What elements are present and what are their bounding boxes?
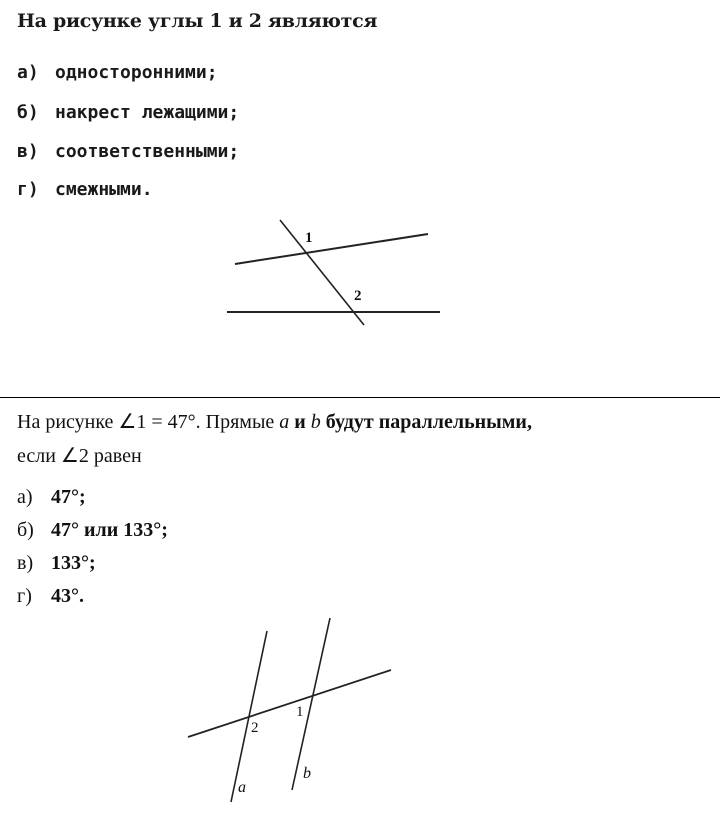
line-label-b: b (303, 765, 311, 782)
option-label: а) (17, 486, 33, 508)
option-label: в) (17, 552, 34, 574)
option-text: смежными. (55, 179, 153, 200)
option-label: б) (17, 102, 39, 123)
option-label: г) (17, 179, 39, 200)
angle-label-2: 2 (251, 720, 259, 736)
option-label: в) (17, 141, 39, 162)
question-2-text-line-2: если ∠2 равен (17, 445, 142, 467)
line-label-a: a (238, 779, 246, 796)
option-text: соответственными; (55, 141, 240, 162)
option-text: 133°; (51, 552, 96, 574)
option-text: накрест лежащими; (55, 102, 240, 123)
var-b: b (310, 411, 321, 433)
question-1-title: На рисунке углы 1 и 2 являются (17, 10, 378, 32)
angle-label-2: 2 (354, 288, 362, 304)
angle-label-1: 1 (296, 704, 304, 720)
question-1 (0, 0, 720, 397)
figure-1-diagram (0, 0, 720, 397)
var-a: a (279, 411, 290, 433)
option-text: 47° или 133°; (51, 519, 168, 541)
angle-label-1: 1 (305, 230, 313, 246)
option-label: б) (17, 519, 34, 541)
option-text: односторонними; (55, 62, 218, 83)
option-text: 43°. (51, 585, 84, 607)
option-label: а) (17, 62, 39, 83)
question-2 (0, 398, 720, 826)
option-label: г) (17, 585, 32, 607)
question-2-text-line-1: На рисунке ∠1 = 47°. Прямые a и b будут параллельными, (17, 411, 532, 433)
option-text: 47°; (51, 486, 86, 508)
figure-2-diagram (0, 398, 720, 826)
